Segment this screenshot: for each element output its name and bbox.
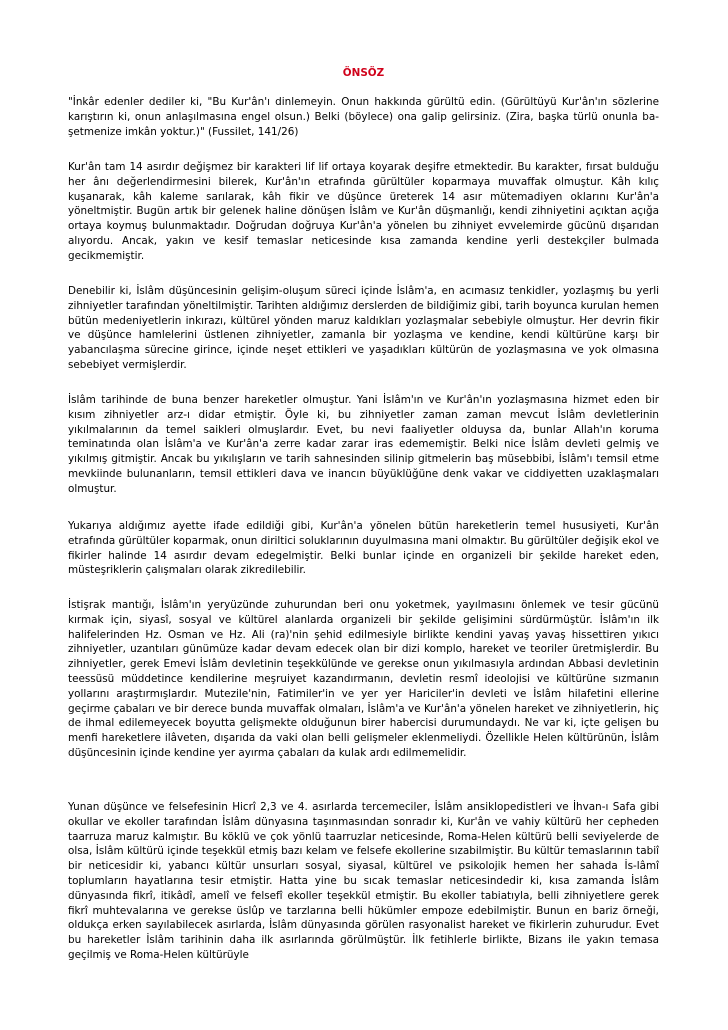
paragraph-2: Denebilir ki, İslâm düşüncesinin gelişim-oluşum süreci içinde İslâm'a, en acımasız tenkidler, yozlaşmış bu yerli zihniyetler tarafından yöneltilmiştir. Tarihten aldığımız derslerden de bildiğimiz gibi, tarih boyunca kurulan hemen bütün medeniyetlerin inkırazı, kültürel yönden maruz kaldıkları yozlaşmalar sebebiyle olmuştur. Her devrin fikir ve düşünce hamlelerini üstlenen zihniyetler, zamanla bir yozlaşma ve kendine, kendi kültürüne karşı bir yabancılaşma sürecine girince, içinde neşet ettikleri ve yaşadıkları kültürün de yozlaşmasına ve yok olmasına sebebiyet vermişlerdir. (68, 285, 659, 371)
paragraph-5: İstişrak mantığı, İslâm'ın yeryüzünde zuhurundan beri onu yoketmek, yayılmasını önlemek ve tesir gücünü kırmak için, siyasî, sosyal ve kültürel alanlarda organizeli bir şekilde gelişimini sürdürmüştür. İslâm'ın ilk halifelerinden Hz. Osman ve Hz. Ali (ra)'nin şehid edilmesiyle birlikte kendini yavaş yavaş hissettiren yıkıcı zihniyetler, uzantıları günümüze kadar devam edecek olan bir dizi komplo, hareket ve teoriler üretmişlerdir. Bu zihniyetler, gerek Emevi İslâm devletinin teşekkülünde ve gerekse onun yıkılmasıyla ardından Abbasi devletinin teessüsü müddetince kendilerine meşruiyet kazandırmanın, devletin resmî ideolojisi ve kültürüne sızmanın yollarını araştırmışlardır. Mutezile'nin, Fatimiler'in ve yer yer Hariciler'in devleti ve İslâm hilafetini ellerine geçirme çabaları ve bir derece bunda muvaffak olmaları, İslâm'a ve Kur'ân'a yönelen hareket ve zihniyetlerin, hiç de ihmal edilemeyecek boyutta gelişmekte olduğunun birer habercisi durumundaydı. Ne var ki, içte gelişen bu menfi hareketlere ilâveten, dışarıda da vaki olan belli gelişmeler eklenmeliydi. Özellikle Helen kültürünün, İslâm düşüncesinin içinde kendine yer ayırma çabaları da kulak ardı edilmemelidir. (68, 599, 659, 759)
page-title: ÖNSÖZ (342, 67, 385, 79)
paragraph-3: İslâm tarihinde de buna benzer hareketler olmuştur. Yani İslâm'ın ve Kur'ân'ın yozlaşmasına hizmet eden bir kısım zihniyetler arz-ı didar etmiştir. Öyle ki, bu zihniyetler zaman zaman mevcut İslâm devletlerinin yıkılmalarının da temel saikleri olmuşlardır. Evet, bu nevi faaliyetler olduysa da, bunlar Allah'ın koruma teminatında olan İslâm'a ve Kur'ân'a zerre kadar zarar iras edememiştir. Belki nice İslâm devleti gelmiş ve yıkılmış gitmiştir. Ancak bu yıkılışların ve tarih sahnesinden silinip gitmelerin baş müsebbibi, İslâm'ı temsil etme mevkiinde bulunanların, temsil ettikleri dava ve inancın büyüklüğüne denk vakar ve ciddiyetten uzaklaşmaları olmuştur. (68, 394, 659, 495)
paragraph-6: Yunan düşünce ve felsefesinin Hicrî 2,3 ve 4. asırlarda tercemeciler, İslâm ansiklopedistleri ve İhvan-ı Safa gibi okullar ve ekoller tarafından İslâm dünyasına taşınmasından sonradır ki, Kur'ân ve vahiy kültürü her cepheden taarruza maruz kalmıştır. Bu köklü ve çok yönlü taarruzlar neticesinde, Roma-Helen kültürü belli seviyelerde de olsa, İslâm kültürü içinde teşekkül etmiş bazı kelam ve felsefe ekollerine sızabilmiştir. Bu kültür temaslarının tabiî bir neticesidir ki, yabancı kültür unsurları sosyal, siyasal, kültürel ve psikolojik hemen her sahada İs-lâmî toplumların hayatlarına tesir etmiştir. Hatta yine bu sıcak temaslar neticesindedir ki, kısa zamanda İslâm dünyasında fikrî, itikâdî, amelî ve felsefî ekoller teşekkül etmiştir. Bu ekoller tabiatıyla, belli zihniyetlere gerek fikrî muhtevalarına ve gerekse üslûp ve tarzlarına belli hükümler empoze edebilmiştir. Bunun en bariz örneği, oldukça erken sayılabilecek asırlarda, İslâm dünyasında görülen rasyonalist hareket ve fikirlerin zuhurudur. Evet bu hareketler İslâm tarihinin daha ilk asırlarında görülmüştür. İlk fetihlerle birlikte, Bizans ile yakın temasa geçilmiş ve Roma-Helen kültürüyle (68, 801, 659, 961)
paragraph-quote: "İnkâr edenler dediler ki, "Bu Kur'ân'ı dinlemeyin. Onun hakkında gürültü edin. (Gürültüyü Kur'ân'ın sözlerine karıştırın ki, onun anlaşılmasına engel olsun.) Belki (böylece) ona galip gelirsiniz. (Zira, başka türlü onunla ba-şetmenize imkân yoktur.)" (Fussilet, 141/26) (68, 96, 659, 138)
paragraph-1: Kur'ân tam 14 asırdır değişmez bir karakteri lif lif ortaya koyarak deşifre etmektedir. Bu karakter, fırsat bulduğu her ânı değerlendirmesini bilerek, Kur'ân'ın etrafında gürültüler koparmaya muvaffak olmuştur. Kâh kılıç kuşanarak, kâh kaleme sarılarak, kâh fikir ve düşünce üreterek 14 asır mütemadiyen oklarını Kur'ân'a yöneltmiştir. Bugün artık bir gelenek haline dönüşen İslâm ve Kur'ân düşmanlığı, kendi zihniyetini açıktan açığa ortaya koymuş bulunmaktadır. Doğrudan doğruya Kur'ân'a yönelen bu zihniyet evvelemirde gücünü dışarıdan alıyordu. Ancak, yakın ve kesif temaslar neticesinde kısa zamanda kendine yerli destekçiler bulmada gecikmemiştir. (68, 161, 659, 262)
paragraph-4: Yukarıya aldığımız ayette ifade edildiği gibi, Kur'ân'a yönelen bütün hareketlerin temel hususiyeti, Kur'ân etrafında gürültüler koparmak, onun diriltici soluklarının duyulmasına mani olmaktır. Bu gürültüler değişik ekol ve fikirler halinde 14 asırdır devam edegelmiştir. Belki bunlar içinde en organizeli bir şekilde hareket eden, müsteşriklerin çalışmaları olarak zikredilebilir. (68, 520, 659, 577)
